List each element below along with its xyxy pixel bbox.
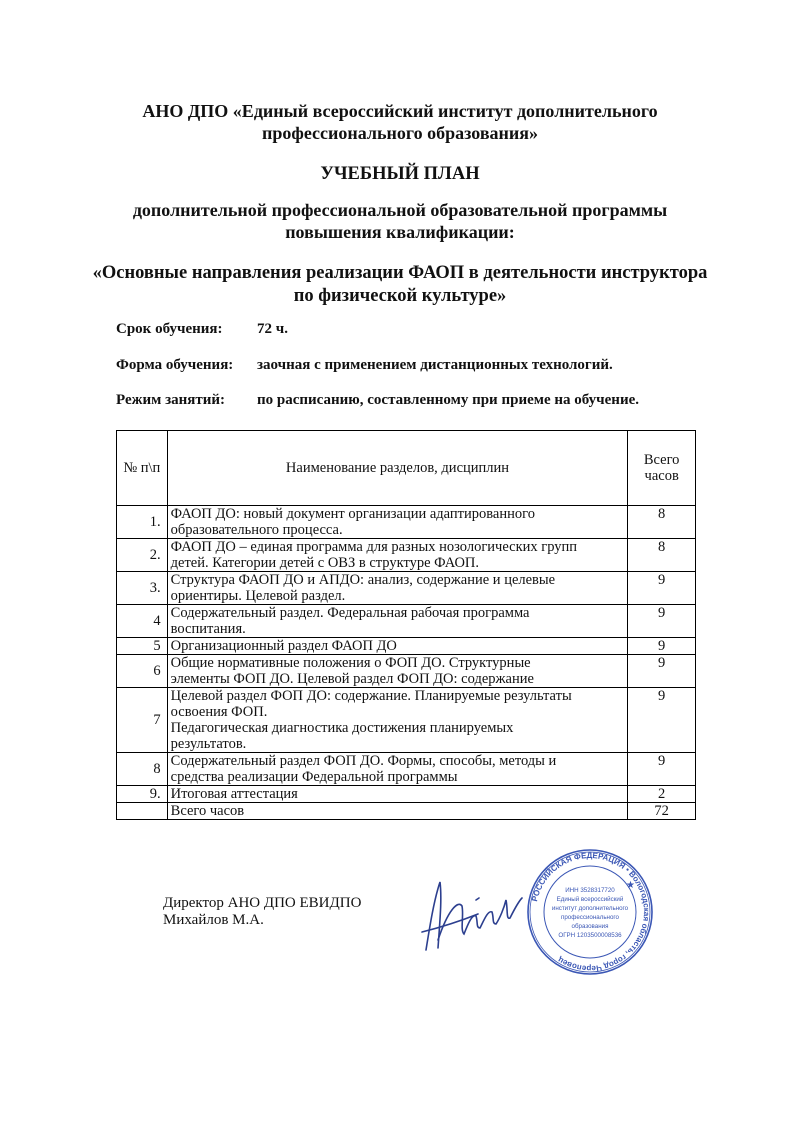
row-title-line: ориентиры. Целевой раздел. [170, 588, 346, 604]
form-value: заочная с применением дистанционных технологий. [257, 357, 613, 373]
row-title [167, 688, 628, 753]
table-row [117, 605, 696, 638]
row-title-line: ФАОП ДО – единая программа для разных нозологических групп [170, 539, 578, 555]
row-title-line: Общие нормативные положения о ФОП ДО. Структурные [170, 655, 531, 671]
row-hours: 72 [628, 803, 696, 820]
row-title [167, 539, 628, 572]
row-title [167, 572, 628, 605]
course-title-line2: по физической культуре» [293, 286, 507, 306]
table-row [117, 688, 696, 753]
row-title-line: детей. Категории детей с ОВЗ в структуре ФАОП. [170, 555, 480, 571]
mode-value: по расписанию, составленному при приеме на обучение. [257, 392, 639, 408]
row-title-line: Целевой раздел ФОП ДО: содержание. Планируемые результаты [170, 688, 572, 704]
row-hours: 9 [628, 688, 696, 753]
row-number: 2. [117, 539, 168, 572]
row-number: 1. [117, 506, 168, 539]
row-hours: 8 [628, 539, 696, 572]
row-number: 6 [117, 655, 168, 688]
table-row [117, 655, 696, 688]
col-hours-header [628, 431, 696, 506]
row-title-line: Итоговая аттестация [170, 786, 298, 802]
row-title-line: воспитания. [170, 621, 246, 637]
row-title-line: образовательного процесса. [170, 522, 343, 538]
official-seal [526, 848, 654, 976]
row-number: 4 [117, 605, 168, 638]
table-body [117, 506, 696, 820]
table-row [117, 803, 696, 820]
duration-value: 72 ч. [257, 321, 288, 337]
course-title [0, 262, 800, 308]
row-number [117, 803, 168, 820]
row-title [167, 753, 628, 786]
seal-inner-line: институт дополнительного [551, 905, 629, 912]
row-number: 9. [117, 786, 168, 803]
row-title-line: элементы ФОП ДО. Целевой раздел ФОП ДО: содержание [170, 671, 534, 687]
program-title-line2: повышения квалификации: [285, 222, 515, 242]
table-row [117, 786, 696, 803]
row-title [167, 506, 628, 539]
table-row [117, 506, 696, 539]
svg-text:★: ★ [626, 880, 635, 891]
doc-title: УЧЕБНЫЙ ПЛАН [320, 164, 480, 184]
col-hours-line2: часов [644, 468, 679, 484]
row-hours: 9 [628, 753, 696, 786]
form-label: Форма обучения: [116, 357, 234, 373]
program-title-line1: дополнительной профессиональной образовательной программы [132, 200, 668, 220]
row-hours: 9 [628, 638, 696, 655]
seal-outer-text: РОССИЙСКАЯ ФЕДЕРАЦИЯ • Вологодская область, город Череповец [530, 850, 652, 974]
org-title [0, 100, 800, 144]
course-title-line1: «Основные направления реализации ФАОП в деятельности инструктора [92, 263, 708, 283]
row-title [167, 605, 628, 638]
seal-inner-line: ИНН 3528317720 [565, 887, 615, 894]
row-hours: 9 [628, 605, 696, 638]
duration-label: Срок обучения: [116, 321, 223, 337]
col-name-header: Наименование разделов, дисциплин [167, 431, 628, 506]
org-title-line1: АНО ДПО «Единый всероссийский институт дополнительного [142, 101, 658, 121]
table-row [117, 753, 696, 786]
table-header-row [117, 431, 696, 506]
form-row [116, 356, 716, 376]
seal-inner-line: Единый всероссийский [556, 896, 624, 903]
row-hours: 2 [628, 786, 696, 803]
row-title [167, 655, 628, 688]
col-hours-line1: Всего [643, 452, 680, 468]
row-hours: 9 [628, 572, 696, 605]
table-row [117, 539, 696, 572]
mode-row [116, 391, 716, 411]
seal-inner-line: ОГРН 1203500008536 [558, 932, 622, 939]
row-title-line: освоения ФОП. [170, 704, 268, 720]
signatory-position: Директор АНО ДПО ЕВИДПО [163, 895, 362, 911]
signatory-name: Михайлов М.А. [163, 912, 264, 928]
seal-inner-line: профессионального [561, 914, 619, 921]
row-title [167, 786, 628, 803]
row-title-line: Педагогическая диагностика достижения планируемых [170, 720, 514, 736]
row-title [167, 803, 628, 820]
row-number: 3. [117, 572, 168, 605]
row-number: 5 [117, 638, 168, 655]
seal-inner-line: образования [571, 923, 609, 930]
row-hours: 8 [628, 506, 696, 539]
row-number: 8 [117, 753, 168, 786]
row-title [167, 638, 628, 655]
mode-label: Режим занятий: [116, 392, 226, 408]
row-title-line: Всего часов [170, 803, 245, 819]
duration-row [116, 320, 716, 340]
signatory [163, 895, 361, 929]
table-row [117, 638, 696, 655]
row-title-line: средства реализации Федеральной программы [170, 769, 458, 785]
table-row [117, 572, 696, 605]
handwritten-signature [418, 870, 533, 960]
row-title-line: результатов. [170, 736, 247, 752]
row-title-line: Организационный раздел ФАОП ДО [170, 638, 397, 654]
curriculum-table [116, 430, 696, 820]
row-title-line: Содержательный раздел. Федеральная рабочая программа [170, 605, 530, 621]
row-title-line: ФАОП ДО: новый документ организации адаптированного [170, 506, 535, 522]
row-title-line: Содержательный раздел ФОП ДО. Формы, способы, методы и [170, 753, 557, 769]
program-title [0, 199, 800, 243]
org-title-line2: профессионального образования» [261, 123, 539, 143]
row-number: 7 [117, 688, 168, 753]
row-title-line: Структура ФАОП ДО и АПДО: анализ, содержание и целевые [170, 572, 556, 588]
col-num-header: № п\п [117, 431, 168, 506]
row-hours: 9 [628, 655, 696, 688]
